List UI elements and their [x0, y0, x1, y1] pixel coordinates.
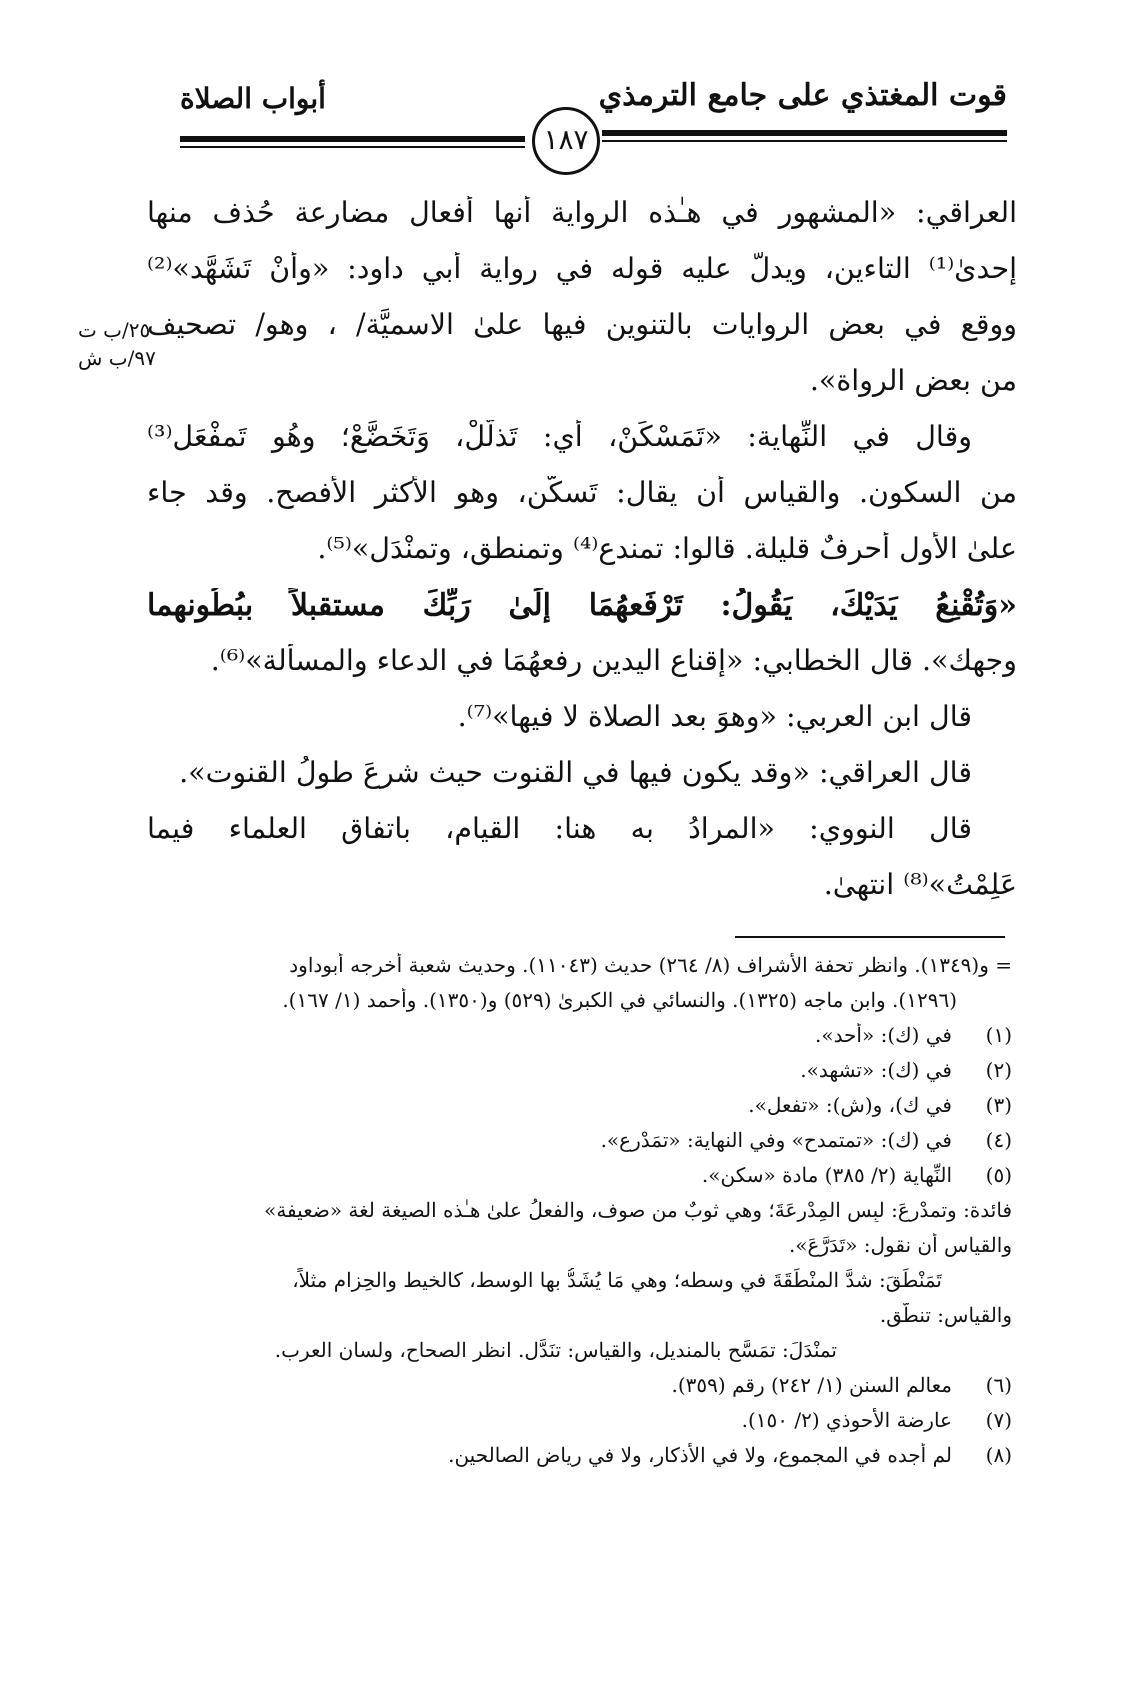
body-line: قال ابن العربي: «وهوَ بعد الصلاة لا فيها»⁽⁷⁾. — [457, 700, 972, 733]
footnote-number: (١) — [985, 1023, 1012, 1047]
footnote-number: (٤) — [985, 1128, 1012, 1152]
footnote-item — [152, 1058, 1012, 1082]
page-number: ١٨٧ — [532, 107, 600, 175]
footnote-item — [152, 1023, 1012, 1047]
footnote-text: في ك)، و(ش): «تفعل». — [748, 1093, 952, 1117]
footnote-item — [152, 1443, 1012, 1467]
body-line: قال النووي: «المرادُ به هنا: القيام، باتفاق العلماء فيما — [147, 812, 972, 845]
footnote-text: عارضة الأحوذي (٢/ ١٥٠). — [741, 1408, 952, 1432]
hadith-line: «وَتُقْنِعُ يَدَيْكَ، يَقُولُ: تَرْفَعهُمَا إِلَىٰ رَبِّكَ مستقبلاً ببُطُونهما — [147, 588, 1017, 623]
footnote-item — [152, 1408, 1012, 1432]
body-line: علىٰ الأول أحرفٌ قليلة. قالوا: تمندع⁽⁴⁾ وتمنطق، وتمنْدَل»⁽⁵⁾. — [317, 532, 1017, 565]
footnote-text: معالم السنن (١/ ٢٤٢) رقم (٣٥٩). — [671, 1373, 952, 1397]
body-line: إحدىٰ⁽¹⁾ التاءين، ويدلُّ عليه قوله في رواية أبي داود: «وأنْ تَشَهَّد»⁽²⁾ — [147, 252, 1017, 285]
footnote-text: في (ك): «أحد». — [814, 1023, 952, 1047]
footnote-item — [152, 1373, 1012, 1397]
body-line: العراقي: «المشهور في هـٰذه الرواية أنها أفعال مضارعة حُذف منها — [147, 196, 1017, 229]
book-title: قوت المغتذي على جامع الترمذي — [598, 78, 1007, 113]
footnote-note: فائدة: وتمدْرعَ: لبِس المِدْرعَةَ؛ وهي ثوبٌ من صوف، والفعلُ علىٰ هـٰذه الصيغة لغة «ضعيفة» — [264, 1198, 1012, 1222]
header-rule-right — [602, 130, 1007, 142]
footnote-separator — [735, 936, 1005, 938]
margin-note: ٢٥/ب ت — [78, 318, 151, 342]
footnote-number: (٥) — [985, 1163, 1012, 1187]
body-line: وجهك». قال الخطابي: «إقناع اليدين رفعهُمَا في الدعاء والمسألة»⁽⁶⁾. — [210, 644, 1017, 677]
footnote-note: والقياس: تنطَّق. — [879, 1303, 1012, 1327]
footnote-number: (٨) — [985, 1443, 1012, 1467]
footnote-text: النِّهاية (٢/ ٣٨٥) مادة «سكن». — [701, 1163, 952, 1187]
footnote-number: (٧) — [985, 1408, 1012, 1432]
body-line: قال العراقي: «وقد يكون فيها في القنوت حيث شرِعَ طولُ القنوت». — [179, 756, 972, 789]
footnote-note: تمنْدَلَ: تمَسَّح بالمنديل، والقياس: تنَدَّل. انظر الصحاح، ولسان العرب. — [274, 1338, 837, 1362]
footnote-number: (٣) — [985, 1093, 1012, 1117]
footnote-note: والقياس أن نقول: «تَدَرَّعَ». — [788, 1233, 1012, 1257]
chapter-title: أبواب الصلاة — [180, 82, 326, 115]
footnote-text: في (ك): «تمتمدح» وفي النهاية: «تمَدْرع». — [600, 1128, 952, 1152]
footnote-text: لم أجده في المجموع، ولا في الأذكار، ولا في رياض الصالحين. — [448, 1443, 952, 1467]
footnote-continuation: = و(١٣٤٩). وانظر تحفة الأشراف (٨/ ٢٦٤) حديث (١١٠٤٣). وحديث شعبة أخرجه أبوداود — [289, 953, 1012, 977]
footnote-continuation: (١٢٩٦). وابن ماجه (١٣٢٥). والنسائي في الكبرىٰ (٥٢٩) و(١٣٥٠). وأحمد (١/ ١٦٧). — [282, 988, 957, 1012]
body-line: ووقع في بعض الروايات بالتنوين فيها علىٰ الاسميَّة/ ، وهو/ تصحيف — [147, 308, 1017, 341]
footnote-item — [152, 1163, 1012, 1187]
header-rule-left — [180, 136, 525, 148]
footnote-text: في (ك): «تشهد». — [800, 1058, 952, 1082]
body-line: عَلِمْتُ»⁽⁸⁾ انتهىٰ. — [823, 868, 1017, 901]
footnote-item — [152, 1093, 1012, 1117]
footnote-number: (٢) — [985, 1058, 1012, 1082]
body-line: من بعض الرواة». — [809, 364, 1017, 397]
footnote-number: (٦) — [985, 1373, 1012, 1397]
body-line: من السكون. والقياس أن يقال: تَسكَّن، وهو الأكثر الأفصح. وقد جاء — [147, 476, 1017, 509]
footnote-note: تَمَنْطَقَ: شدَّ المنْطَقَةَ في وسطه؛ وهي مَا يُشَدُّ بها الوسط، كالخيط والحِزام مثلاً، — [292, 1268, 942, 1292]
footnote-item — [152, 1128, 1012, 1152]
margin-note: ٩٧/ب ش — [78, 346, 156, 370]
body-line: وقال في النِّهاية: «تَمَسْكَنْ، أي: تَذلَّلْ، وَتَخَضَّعْ؛ وهُو تَمفْعَل⁽³⁾ — [147, 420, 972, 453]
